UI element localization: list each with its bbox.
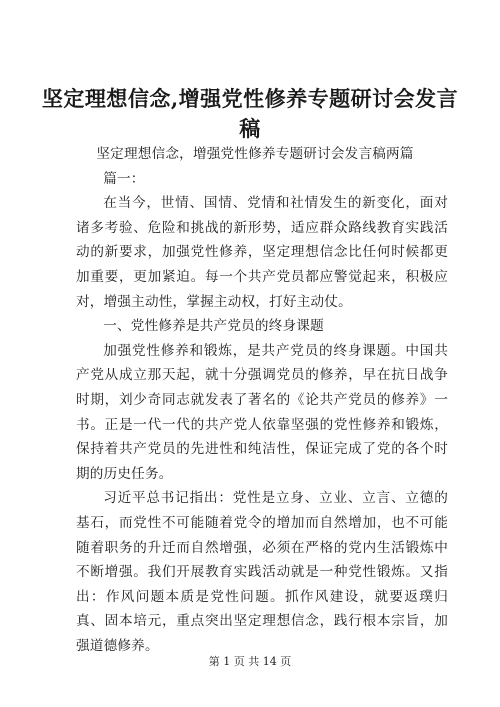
page-footer: 第 1 页 共 14 页 [208,655,292,668]
section-heading: 一、党性修养是共产党员的终身课题 [103,318,324,335]
paragraph-xi-remarks: 习近平总书记指出：党性是立身、立业、立言、立德的基石，而党性不可能随着党令的增加而自然增加，也不可能随着职务的升迁而自然增强，必须在严格的党内生活锻炼中不断增强。我们开展教育实践活动就是一种党性锻炼。又指出：作风问题本质是党性问题。抓作风建设，就要返璞归真、固本培元，重点突出坚定理想信念，践行根本宗旨，加强道德修养。 [76,490,448,654]
document-title: 坚定理想信念,增强党性修养专题研讨会发言稿 [41,86,459,141]
section-label: 篇一： [103,170,145,187]
paragraph-party-cultivation: 加强党性修养和锻炼，是共产党员的终身课题。中国共产党从成立那天起，就十分强调党员的修养，早在抗日战争时期，刘少奇同志就发表了著名的《论共产党员的修养》一书。正是一代一代的共产党人依靠坚强的党性修养和锻炼，保持着共产党员的先进性和纯洁性，保证完成了党的各个时期的历史任务。 [76,342,448,482]
paragraph-intro: 在当今，世情、国情、党情和社情发生的新变化，面对诸多考验、危险和挑战的新形势，适应群众路线教育实践活动的新要求，加强党性修养，坚定理想信念比任何时候都更加重要，更加紧迫。每一个共产党员都应警觉起来，积极应对，增强主动性，掌握主动权，打好主动仗。 [76,195,448,310]
document-subtitle: 坚定理想信念，增强党性修养专题研讨会发言稿两篇 [96,146,414,162]
document-body [76,142,448,658]
